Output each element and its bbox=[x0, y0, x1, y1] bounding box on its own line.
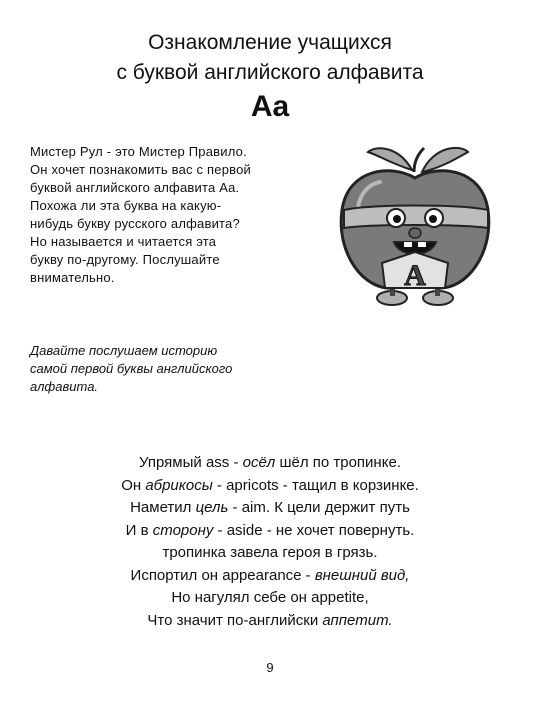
poem-text: - bbox=[228, 499, 242, 516]
poem-text: Упрямый bbox=[139, 454, 206, 471]
poem-text: - bbox=[212, 476, 227, 494]
invite-line: Давайте послушаем историю bbox=[30, 343, 218, 358]
intro-line: Но называется и читается эта bbox=[30, 234, 217, 249]
poem-text: Наметил bbox=[130, 499, 196, 516]
poem-line bbox=[0, 542, 540, 565]
poem-text: - тащил в корзинке. bbox=[278, 476, 419, 494]
poem-text: тропинка завела героя в грязь. bbox=[162, 544, 378, 561]
intro-paragraph bbox=[30, 143, 310, 287]
intro-line: Похожа ли эта буква на какую- bbox=[30, 198, 222, 213]
title-line-2: с буквой английского алфавита bbox=[116, 61, 424, 84]
poem-italic-word: абрикосы bbox=[145, 476, 213, 494]
poem-line bbox=[0, 497, 540, 520]
poem-line bbox=[0, 587, 540, 610]
poem-text: - bbox=[213, 521, 227, 539]
poem-line bbox=[0, 452, 540, 475]
invite-line: самой первой буквы английского bbox=[30, 361, 233, 376]
poem-text: - bbox=[229, 454, 243, 471]
poem-text: , bbox=[364, 589, 369, 606]
poem-text: Он bbox=[121, 476, 146, 494]
intro-line: внимательно. bbox=[30, 270, 115, 285]
poem-text: aim bbox=[241, 499, 266, 516]
page-number: 9 bbox=[266, 660, 274, 675]
poem-italic-word: цель bbox=[195, 499, 229, 516]
poem-line bbox=[0, 520, 540, 543]
intro-line: Мистер Рул - это Мистер Правило. bbox=[30, 144, 247, 159]
poem-line bbox=[0, 610, 540, 633]
poem-text: шёл по тропинке. bbox=[275, 454, 401, 471]
poem-text: aside bbox=[226, 521, 263, 539]
intro-line: буквой английского алфавита Aa. bbox=[30, 180, 240, 195]
poem-italic-word: осёл bbox=[242, 454, 276, 471]
poem-text: Но нагулял себе он bbox=[171, 589, 312, 606]
poem-text: - не хочет повернуть. bbox=[262, 521, 415, 539]
poem-text: . К цели держит путь bbox=[265, 499, 410, 516]
apple-character-illustration bbox=[330, 138, 500, 313]
poem-italic-word: аппетит. bbox=[322, 611, 393, 629]
intro-line: нибудь букву русского алфавита? bbox=[30, 216, 240, 231]
apple-character-icon bbox=[330, 138, 500, 313]
poem-text: Испортил он bbox=[130, 566, 223, 584]
poem-text: apricots bbox=[226, 476, 279, 494]
left-leaf-icon bbox=[368, 148, 412, 170]
poem-text: - bbox=[301, 566, 315, 584]
poem-text: ass bbox=[205, 454, 230, 471]
invitation-paragraph bbox=[30, 342, 310, 396]
page-title bbox=[0, 28, 540, 88]
poem-line bbox=[0, 565, 540, 588]
poem-text: appetite bbox=[311, 589, 365, 606]
poem bbox=[0, 452, 540, 632]
intro-line: букву по-другому. Послушайте bbox=[30, 252, 220, 267]
intro-line: Он хочет познакомить вас с первой bbox=[30, 162, 251, 177]
poem-line bbox=[0, 475, 540, 498]
poem-italic-word: внешний вид, bbox=[314, 566, 410, 584]
invite-line: алфавита. bbox=[30, 379, 99, 394]
poem-italic-word: сторону bbox=[152, 521, 214, 539]
poem-text: И в bbox=[125, 521, 153, 539]
badge-letter: A bbox=[404, 259, 426, 292]
title-line-1: Ознакомление учащихся bbox=[148, 31, 392, 54]
poem-text: appearance bbox=[222, 566, 302, 584]
poem-text: Что значит по-английски bbox=[147, 611, 323, 629]
letter-heading: Aa bbox=[250, 90, 290, 123]
right-leaf-icon bbox=[422, 148, 468, 172]
